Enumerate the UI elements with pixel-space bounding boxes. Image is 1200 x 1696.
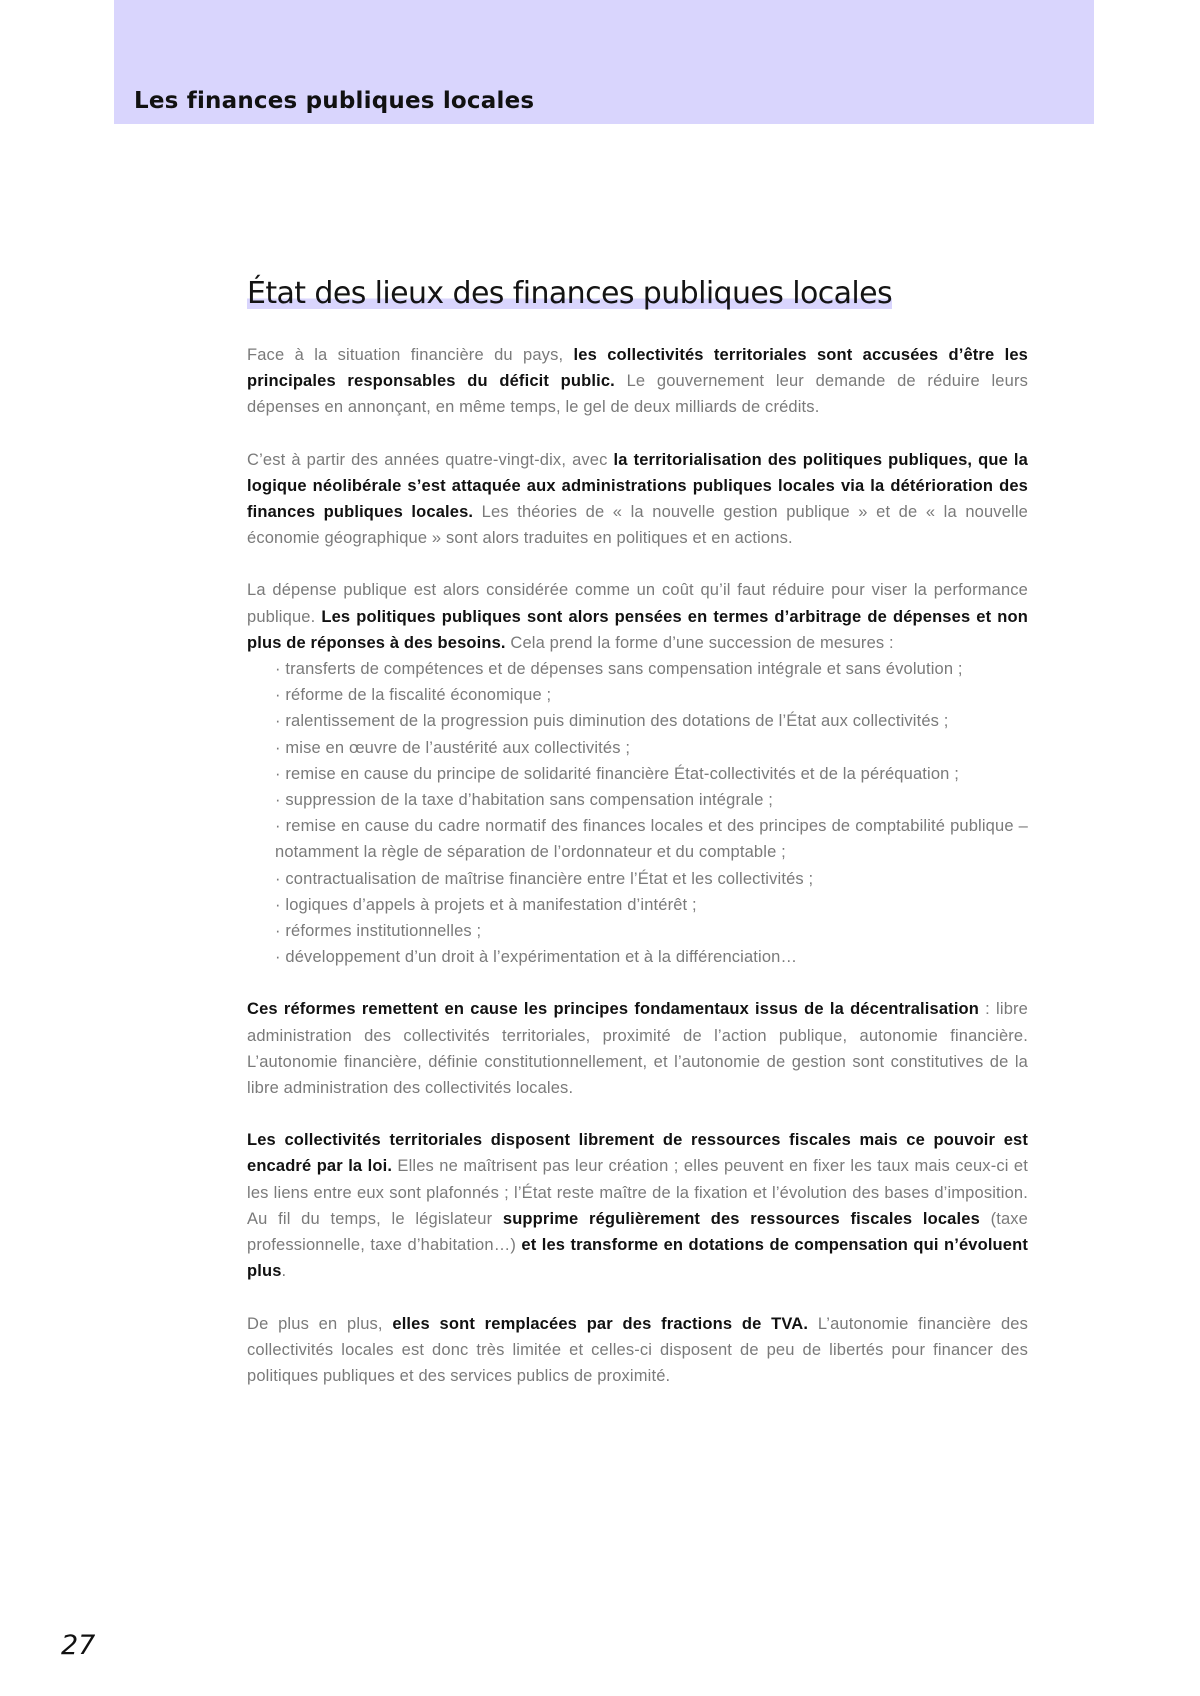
- paragraph-emphasis: supprime régulièrement des ressources fiscales locales: [502, 1209, 980, 1228]
- paragraph-emphasis: elles sont remplacées par des fractions de TVA.: [392, 1314, 809, 1333]
- paragraph-text: Elles ne maîtrisent pas leur création ; elles peuvent en fixer les taux mais ceux-ci et les liens entre eux sont plafonnés ; l’État reste maître de la fixation et l’évolution des bases d’imposition. Au fil du temps, le législateur: [247, 1157, 1028, 1228]
- paragraph-text: Les théories de « la nouvelle gestion publique » et de « la nouvelle économie géographique » sont alors traduites en politiques et en actions.: [247, 503, 1028, 548]
- paragraph-4: [247, 996, 1028, 1101]
- list-item: · développement d’un droit à l’expérimentation et à la différenciation…: [275, 944, 1028, 970]
- paragraph-2: [247, 447, 1028, 552]
- paragraph-text: La dépense publique est alors considérée comme un coût qu’il faut réduire pour viser la performance publique.: [247, 581, 1028, 626]
- list-item: · réformes institutionnelles ;: [275, 918, 1028, 944]
- paragraph-text: : libre administration des collectivités territoriales, proximité de l’action publique, autonomie financière. L’autonomie financière, définie constitutionnellement, et l’autonomie de gestion sont constitutives de la libre administration des collectivités locales.: [247, 1000, 1028, 1098]
- section-title: État des lieux des finances publiques locales: [247, 276, 893, 311]
- paragraph-text: L’autonomie financière des collectivités locales est donc très limitée et celles-ci disposent de peu de libertés pour financer des politiques publiques et des services publics de proximité.: [247, 1314, 1028, 1385]
- list-item: · réforme de la fiscalité économique ;: [275, 682, 1028, 708]
- measures-list: [247, 656, 1028, 970]
- list-item: · mise en œuvre de l’austérité aux collectivités ;: [275, 735, 1028, 761]
- list-item: · remise en cause du principe de solidarité financière État-collectivités et de la péréquation ;: [275, 761, 1028, 787]
- paragraph-text: Le gouvernement leur demande de réduire leurs dépenses en annonçant, en même temps, le gel de deux milliards de crédits.: [247, 372, 1029, 417]
- paragraph-text: C’est à partir des années quatre-vingt-dix, avec: [247, 450, 614, 469]
- list-item: · contractualisation de maîtrise financière entre l’État et les collectivités ;: [275, 866, 1028, 892]
- running-title: Les finances publiques locales: [134, 88, 535, 114]
- paragraph-6: [247, 1311, 1028, 1390]
- paragraph-5: [247, 1127, 1028, 1284]
- page-number: 27: [61, 1630, 96, 1661]
- list-item: · transferts de compétences et de dépenses sans compensation intégrale et sans évolution ;: [275, 656, 1028, 682]
- paragraph-text: Face à la situation financière du pays,: [247, 346, 574, 364]
- paragraph-emphasis: Les collectivités territoriales disposent librement de ressources fiscales mais ce pouvoir est encadré par la loi.: [247, 1131, 1028, 1176]
- paragraph-emphasis: les collectivités territoriales sont accusées d’être les principales responsables du déficit public.: [247, 346, 1028, 391]
- list-item: · suppression de la taxe d’habitation sans compensation intégrale ;: [275, 787, 1028, 813]
- paragraph-emphasis: Les politiques publiques sont alors pensées en termes d’arbitrage de dépenses et non plus de réponses à des besoins.: [247, 607, 1028, 652]
- paragraph-emphasis: la territorialisation des politiques publiques, que la logique néolibérale s’est attaquée aux administrations publiques locales via la détérioration des finances publiques locales.: [247, 450, 1028, 522]
- paragraph-text: (taxe professionnelle, taxe d’habitation…): [247, 1209, 1028, 1255]
- paragraph-emphasis: et les transforme en dotations de compensation qui n’évoluent plus: [247, 1236, 1028, 1281]
- paragraph-1: [247, 342, 1028, 421]
- main-content: [247, 276, 1028, 1415]
- paragraph-text: .: [281, 1262, 287, 1281]
- list-item: · ralentissement de la progression puis diminution des dotations de l’État aux collectivités ;: [275, 708, 1028, 734]
- paragraph-text: Cela prend la forme d’une succession de mesures :: [505, 633, 894, 652]
- list-item: · remise en cause du cadre normatif des finances locales et des principes de comptabilité publique – notamment la règle de séparation de l’ordonnateur et du comptable ;: [275, 813, 1028, 865]
- paragraph-3: [247, 577, 1028, 656]
- paragraph-text: De plus en plus,: [247, 1314, 393, 1333]
- list-item: · logiques d’appels à projets et à manifestation d’intérêt ;: [275, 892, 1028, 918]
- paragraph-emphasis: Ces réformes remettent en cause les principes fondamentaux issus de la décentralisation: [247, 1000, 980, 1019]
